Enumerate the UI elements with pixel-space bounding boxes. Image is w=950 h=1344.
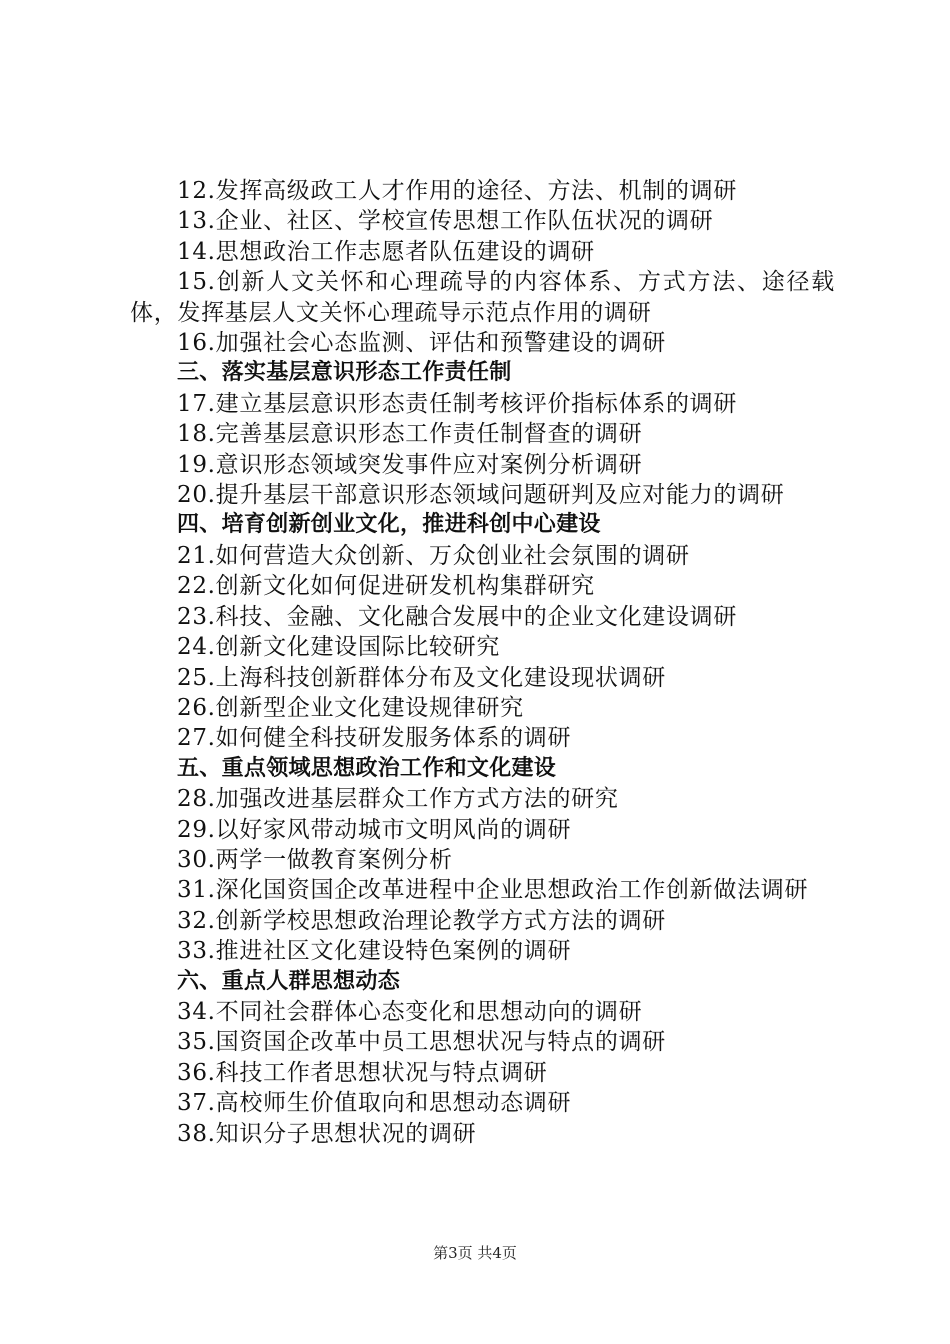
list-item: 28.加强改进基层群众工作方式方法的研究 (177, 786, 619, 813)
list-item: 20.提升基层干部意识形态领域问题研判及应对能力的调研 (177, 482, 785, 509)
list-item: 25.上海科技创新群体分布及文化建设现状调研 (177, 664, 666, 691)
document-body (130, 176, 835, 1149)
list-item: 14.思想政治工作志愿者队伍建设的调研 (177, 238, 595, 265)
list-item: 22.创新文化如何促进研发机构集群研究 (177, 573, 595, 600)
section-heading: 五、重点领域思想政治工作和文化建设 (177, 755, 557, 781)
list-item: 38.知识分子思想状况的调研 (177, 1120, 477, 1147)
list-item: 29.以好家风带动城市文明风尚的调研 (177, 816, 572, 843)
section-heading: 三、落实基层意识形态工作责任制 (177, 360, 512, 386)
list-item: 32.创新学校思想政治理论教学方式方法的调研 (177, 907, 666, 934)
page-number-label: 第3页 共4页 (433, 1244, 517, 1262)
list-item: 37.高校师生价值取向和思想动态调研 (177, 1090, 572, 1117)
list-item: 13.企业、社区、学校宣传思想工作队伍状况的调研 (177, 208, 714, 235)
list-item: 34.不同社会群体心态变化和思想动向的调研 (177, 998, 643, 1025)
list-item: 23.科技、金融、文化融合发展中的企业文化建设调研 (177, 603, 738, 630)
list-item: 19.意识形态领域突发事件应对案例分析调研 (177, 451, 643, 478)
list-item: 18.完善基层意识形态工作责任制督查的调研 (177, 421, 643, 448)
list-item: 27.如何健全科技研发服务体系的调研 (177, 725, 572, 752)
list-item: 15.创新人文关怀和心理疏导的内容体系、方式方法、途径载体，发挥基层人文关怀心理疏导示范点作用的调研 (130, 269, 835, 326)
list-item: 17.建立基层意识形态责任制考核评价指标体系的调研 (177, 390, 738, 417)
list-item: 21.如何营造大众创新、万众创业社会氛围的调研 (177, 542, 690, 569)
list-item: 36.科技工作者思想状况与特点调研 (177, 1059, 548, 1086)
section-heading: 六、重点人群思想动态 (177, 968, 401, 994)
section-heading: 四、培育创新创业文化，推进科创中心建设 (177, 512, 601, 538)
list-item: 24.创新文化建设国际比较研究 (177, 634, 501, 661)
list-item: 12.发挥高级政工人才作用的途径、方法、机制的调研 (177, 178, 738, 204)
page-footer (0, 1242, 950, 1263)
list-item: 26.创新型企业文化建设规律研究 (177, 694, 524, 721)
list-item: 31.深化国资国企改革进程中企业思想政治工作创新做法调研 (177, 877, 809, 904)
list-item: 33.推进社区文化建设特色案例的调研 (177, 938, 572, 965)
list-item: 16.加强社会心态监测、评估和预警建设的调研 (177, 330, 666, 357)
list-item: 30.两学一做教育案例分析 (177, 846, 453, 873)
list-item: 35.国资国企改革中员工思想状况与特点的调研 (177, 1029, 666, 1056)
